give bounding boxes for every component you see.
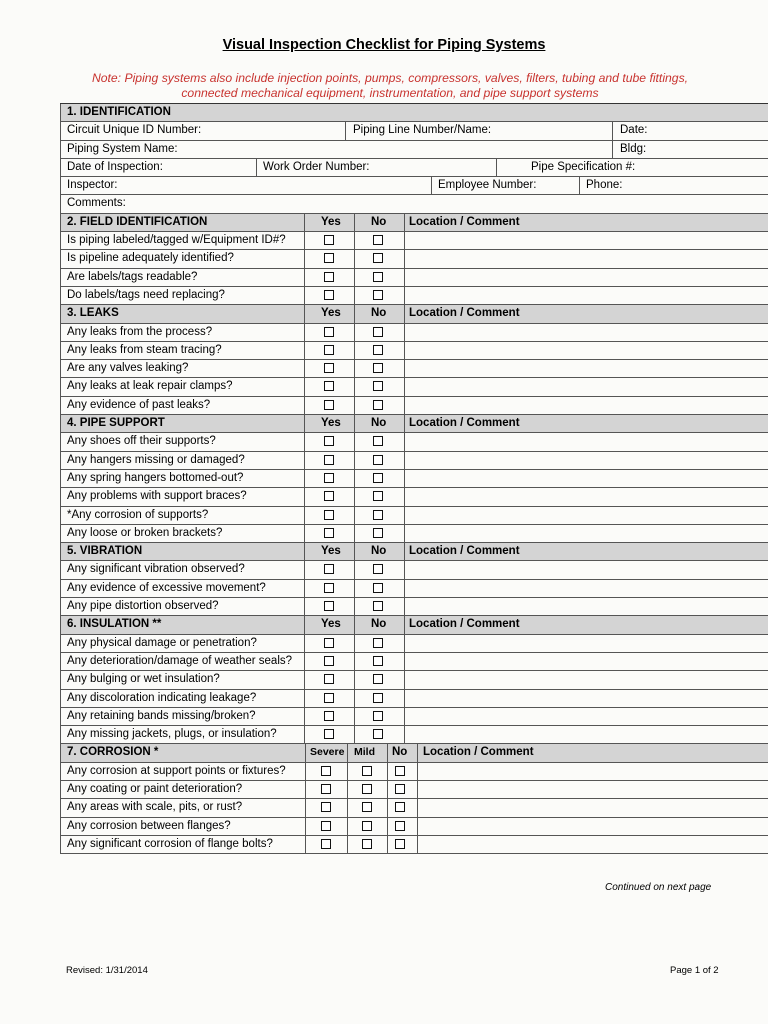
inspector-label: Inspector: xyxy=(67,179,118,192)
section-title: 2. FIELD IDENTIFICATION xyxy=(67,215,208,228)
no-checkbox[interactable] xyxy=(395,802,405,812)
revised-date: Revised: 1/31/2014 xyxy=(66,965,148,976)
no-checkbox[interactable] xyxy=(373,729,383,739)
location-comment-field[interactable] xyxy=(405,690,768,707)
severe-checkbox[interactable] xyxy=(321,766,331,776)
no-column-header: No xyxy=(371,417,387,430)
no-checkbox[interactable] xyxy=(395,839,405,849)
checklist-item-row xyxy=(60,818,768,836)
yes-checkbox[interactable] xyxy=(324,729,334,739)
checklist-item-row xyxy=(60,598,768,616)
date-label: Date: xyxy=(620,124,648,137)
no-column-header: No xyxy=(371,307,387,320)
checklist-item-row xyxy=(60,671,768,689)
no-checkbox[interactable] xyxy=(373,564,383,574)
section-header xyxy=(60,744,768,762)
page-number: Page 1 of 2 xyxy=(670,965,719,976)
question-text: Any significant corrosion of flange bolts? xyxy=(67,837,273,850)
location-comment-field[interactable] xyxy=(418,799,768,816)
yes-checkbox[interactable] xyxy=(324,327,334,337)
no-checkbox[interactable] xyxy=(373,510,383,520)
section-header xyxy=(60,214,768,232)
question-text: Any deterioration/damage of weather seals? xyxy=(67,654,293,667)
yes-checkbox[interactable] xyxy=(324,601,334,611)
section-header xyxy=(60,616,768,634)
checklist-item-row xyxy=(60,635,768,653)
no-checkbox[interactable] xyxy=(373,491,383,501)
checklist-item-row xyxy=(60,287,768,305)
checklist-item-row xyxy=(60,232,768,250)
location-comment-field[interactable] xyxy=(418,836,768,853)
checklist-item-row xyxy=(60,324,768,342)
severe-checkbox[interactable] xyxy=(321,784,331,794)
section-title: 1. IDENTIFICATION xyxy=(67,106,171,118)
location-comment-field[interactable] xyxy=(418,818,768,835)
no-checkbox[interactable] xyxy=(373,473,383,483)
question-text: Is pipeline adequately identified? xyxy=(67,252,234,265)
yes-checkbox[interactable] xyxy=(324,638,334,648)
location-comment-header: Location / Comment xyxy=(409,618,520,631)
question-text: Any discoloration indicating leakage? xyxy=(67,691,257,704)
no-checkbox[interactable] xyxy=(373,400,383,410)
checklist-item-row xyxy=(60,433,768,451)
question-text: Do labels/tags need replacing? xyxy=(67,288,225,301)
location-comment-header: Location / Comment xyxy=(409,307,520,320)
yes-checkbox[interactable] xyxy=(324,400,334,410)
no-checkbox[interactable] xyxy=(373,601,383,611)
yes-checkbox[interactable] xyxy=(324,235,334,245)
location-comment-field[interactable] xyxy=(418,781,768,798)
question-text: Any bulging or wet insulation? xyxy=(67,673,220,686)
no-checkbox[interactable] xyxy=(373,436,383,446)
section-title: 6. INSULATION ** xyxy=(67,618,162,631)
question-text: Are any valves leaking? xyxy=(67,362,189,375)
location-comment-header: Location / Comment xyxy=(409,417,520,430)
question-text: Any coating or paint deterioration? xyxy=(67,782,243,795)
no-checkbox[interactable] xyxy=(373,345,383,355)
checklist-item-row xyxy=(60,360,768,378)
no-checkbox[interactable] xyxy=(373,583,383,593)
severe-column-header: Severe xyxy=(310,746,345,759)
question-text: Any missing jackets, plugs, or insulation? xyxy=(67,728,277,741)
question-text: Any physical damage or penetration? xyxy=(67,636,257,649)
location-comment-field[interactable] xyxy=(405,269,768,286)
yes-column-header: Yes xyxy=(321,307,341,320)
location-comment-field[interactable] xyxy=(405,342,768,359)
location-comment-field[interactable] xyxy=(405,452,768,469)
question-text: Any leaks from steam tracing? xyxy=(67,343,222,356)
mild-checkbox[interactable] xyxy=(362,766,372,776)
location-comment-field[interactable] xyxy=(405,397,768,414)
location-comment-field[interactable] xyxy=(405,708,768,725)
location-comment-field[interactable] xyxy=(405,580,768,597)
location-comment-field[interactable] xyxy=(405,324,768,341)
date-inspection-label: Date of Inspection: xyxy=(67,160,163,173)
location-comment-field[interactable] xyxy=(405,250,768,267)
location-comment-field[interactable] xyxy=(405,488,768,505)
no-checkbox[interactable] xyxy=(373,674,383,684)
yes-checkbox[interactable] xyxy=(324,381,334,391)
yes-checkbox[interactable] xyxy=(324,253,334,263)
yes-column-header: Yes xyxy=(321,417,341,430)
question-text: Any corrosion between flanges? xyxy=(67,819,231,832)
checklist-item-row xyxy=(60,836,768,854)
checklist-item-row xyxy=(60,507,768,525)
mild-checkbox[interactable] xyxy=(362,784,372,794)
checklist-item-row xyxy=(60,470,768,488)
no-column-header: No xyxy=(371,545,387,558)
yes-checkbox[interactable] xyxy=(324,272,334,282)
yes-checkbox[interactable] xyxy=(324,693,334,703)
no-column-header: No xyxy=(371,618,387,631)
question-text: Any hangers missing or damaged? xyxy=(67,453,245,466)
no-checkbox[interactable] xyxy=(395,766,405,776)
pipe-spec-label: Pipe Specification #: xyxy=(531,160,636,173)
no-column-header: No xyxy=(392,746,408,759)
section-header xyxy=(60,543,768,561)
checklist-item-row xyxy=(60,781,768,799)
employee-number-label: Employee Number: xyxy=(438,179,537,192)
checklist-item-row xyxy=(60,726,768,744)
question-text: Any areas with scale, pits, or rust? xyxy=(67,801,243,814)
yes-checkbox[interactable] xyxy=(324,583,334,593)
section-header xyxy=(60,305,768,323)
yes-checkbox[interactable] xyxy=(324,455,334,465)
section-title: 5. VIBRATION xyxy=(67,545,143,558)
yes-checkbox[interactable] xyxy=(324,674,334,684)
question-text: Any shoes off their supports? xyxy=(67,435,216,448)
no-checkbox[interactable] xyxy=(373,235,383,245)
question-text: Any loose or broken brackets? xyxy=(67,526,223,539)
checklist-item-row xyxy=(60,452,768,470)
location-comment-field[interactable] xyxy=(405,635,768,652)
question-text: Any significant vibration observed? xyxy=(67,563,245,576)
location-comment-field[interactable] xyxy=(405,726,768,743)
checklist-item-row xyxy=(60,653,768,671)
location-comment-header: Location / Comment xyxy=(409,215,520,228)
question-text: Are labels/tags readable? xyxy=(67,270,198,283)
checklist-form xyxy=(60,103,768,854)
yes-column-header: Yes xyxy=(321,618,341,631)
checklist-item-row xyxy=(60,525,768,543)
yes-checkbox[interactable] xyxy=(324,345,334,355)
note-line-2: connected mechanical equipment, instrumentation, and pipe support systems xyxy=(181,86,599,100)
id-row-system xyxy=(60,141,768,159)
no-checkbox[interactable] xyxy=(395,821,405,831)
no-column-header: No xyxy=(371,215,387,228)
checklist-item-row xyxy=(60,763,768,781)
checklist-item-row xyxy=(60,580,768,598)
checklist-item-row xyxy=(60,250,768,268)
checklist-item-row xyxy=(60,488,768,506)
yes-checkbox[interactable] xyxy=(324,473,334,483)
no-checkbox[interactable] xyxy=(373,638,383,648)
id-row-comments xyxy=(60,195,768,213)
location-comment-field[interactable] xyxy=(405,232,768,249)
yes-checkbox[interactable] xyxy=(324,564,334,574)
severe-checkbox[interactable] xyxy=(321,802,331,812)
location-comment-header: Location / Comment xyxy=(423,746,534,759)
location-comment-field[interactable] xyxy=(405,378,768,395)
phone-label: Phone: xyxy=(586,179,623,192)
mild-checkbox[interactable] xyxy=(362,839,372,849)
identification-header xyxy=(60,104,768,122)
question-text: Any evidence of excessive movement? xyxy=(67,581,266,594)
location-comment-field[interactable] xyxy=(405,470,768,487)
question-text: Any spring hangers bottomed-out? xyxy=(67,471,244,484)
question-text: Any problems with support braces? xyxy=(67,490,247,503)
question-text: Any corrosion at support points or fixtures? xyxy=(67,764,286,777)
location-comment-field[interactable] xyxy=(405,507,768,524)
checklist-item-row xyxy=(60,397,768,415)
question-text: Any retaining bands missing/broken? xyxy=(67,709,256,722)
location-comment-field[interactable] xyxy=(405,360,768,377)
mild-checkbox[interactable] xyxy=(362,802,372,812)
comments-label: Comments: xyxy=(67,197,126,210)
system-name-label: Piping System Name: xyxy=(67,142,178,155)
circuit-id-label: Circuit Unique ID Number: xyxy=(67,124,202,137)
no-checkbox[interactable] xyxy=(373,327,383,337)
location-comment-field[interactable] xyxy=(405,561,768,578)
no-checkbox[interactable] xyxy=(373,455,383,465)
yes-column-header: Yes xyxy=(321,545,341,558)
severe-checkbox[interactable] xyxy=(321,839,331,849)
yes-column-header: Yes xyxy=(321,215,341,228)
no-checkbox[interactable] xyxy=(373,272,383,282)
checklist-item-row xyxy=(60,708,768,726)
question-text: *Any corrosion of supports? xyxy=(67,508,209,521)
yes-checkbox[interactable] xyxy=(324,290,334,300)
yes-checkbox[interactable] xyxy=(324,528,334,538)
id-row-dates xyxy=(60,159,768,177)
section-header xyxy=(60,415,768,433)
yes-checkbox[interactable] xyxy=(324,510,334,520)
checklist-item-row xyxy=(60,799,768,817)
mild-column-header: Mild xyxy=(354,746,375,759)
no-checkbox[interactable] xyxy=(373,381,383,391)
yes-checkbox[interactable] xyxy=(324,491,334,501)
location-comment-field[interactable] xyxy=(405,671,768,688)
yes-checkbox[interactable] xyxy=(324,656,334,666)
question-text: Any leaks from the process? xyxy=(67,325,213,338)
note-line-1: Note: Piping systems also include injection points, pumps, compressors, valves, filters, tubing and tube fittings, xyxy=(91,71,689,85)
question-text: Any evidence of past leaks? xyxy=(67,398,211,411)
no-checkbox[interactable] xyxy=(373,528,383,538)
no-checkbox[interactable] xyxy=(373,711,383,721)
note xyxy=(40,71,740,101)
mild-checkbox[interactable] xyxy=(362,821,372,831)
id-row-inspector xyxy=(60,177,768,195)
work-order-label: Work Order Number: xyxy=(263,160,370,173)
section-title: 4. PIPE SUPPORT xyxy=(67,417,165,430)
no-checkbox[interactable] xyxy=(373,656,383,666)
section-title: 7. CORROSION * xyxy=(67,746,159,759)
location-comment-field[interactable] xyxy=(405,525,768,542)
bldg-label: Bldg: xyxy=(620,142,647,155)
severe-checkbox[interactable] xyxy=(321,821,331,831)
location-comment-field[interactable] xyxy=(405,598,768,615)
yes-checkbox[interactable] xyxy=(324,436,334,446)
checklist-sections xyxy=(60,214,768,854)
checklist-item-row xyxy=(60,342,768,360)
section-title: 3. LEAKS xyxy=(67,307,119,320)
location-comment-header: Location / Comment xyxy=(409,545,520,558)
question-text: Any pipe distortion observed? xyxy=(67,600,219,613)
location-comment-field[interactable] xyxy=(418,763,768,780)
location-comment-field[interactable] xyxy=(405,287,768,304)
piping-line-label: Piping Line Number/Name: xyxy=(353,124,492,137)
page-title: Visual Inspection Checklist for Piping Systems xyxy=(222,37,546,53)
no-checkbox[interactable] xyxy=(373,693,383,703)
checklist-item-row xyxy=(60,269,768,287)
no-checkbox[interactable] xyxy=(395,784,405,794)
location-comment-field[interactable] xyxy=(405,653,768,670)
no-checkbox[interactable] xyxy=(373,363,383,373)
id-row-circuit xyxy=(60,122,768,140)
yes-checkbox[interactable] xyxy=(324,711,334,721)
yes-checkbox[interactable] xyxy=(324,363,334,373)
no-checkbox[interactable] xyxy=(373,290,383,300)
checklist-item-row xyxy=(60,378,768,396)
question-text: Any leaks at leak repair clamps? xyxy=(67,380,233,393)
continued-note: Continued on next page xyxy=(605,882,712,893)
location-comment-field[interactable] xyxy=(405,433,768,450)
checklist-item-row xyxy=(60,561,768,579)
question-text: Is piping labeled/tagged w/Equipment ID#? xyxy=(67,234,286,247)
no-checkbox[interactable] xyxy=(373,253,383,263)
checklist-item-row xyxy=(60,690,768,708)
